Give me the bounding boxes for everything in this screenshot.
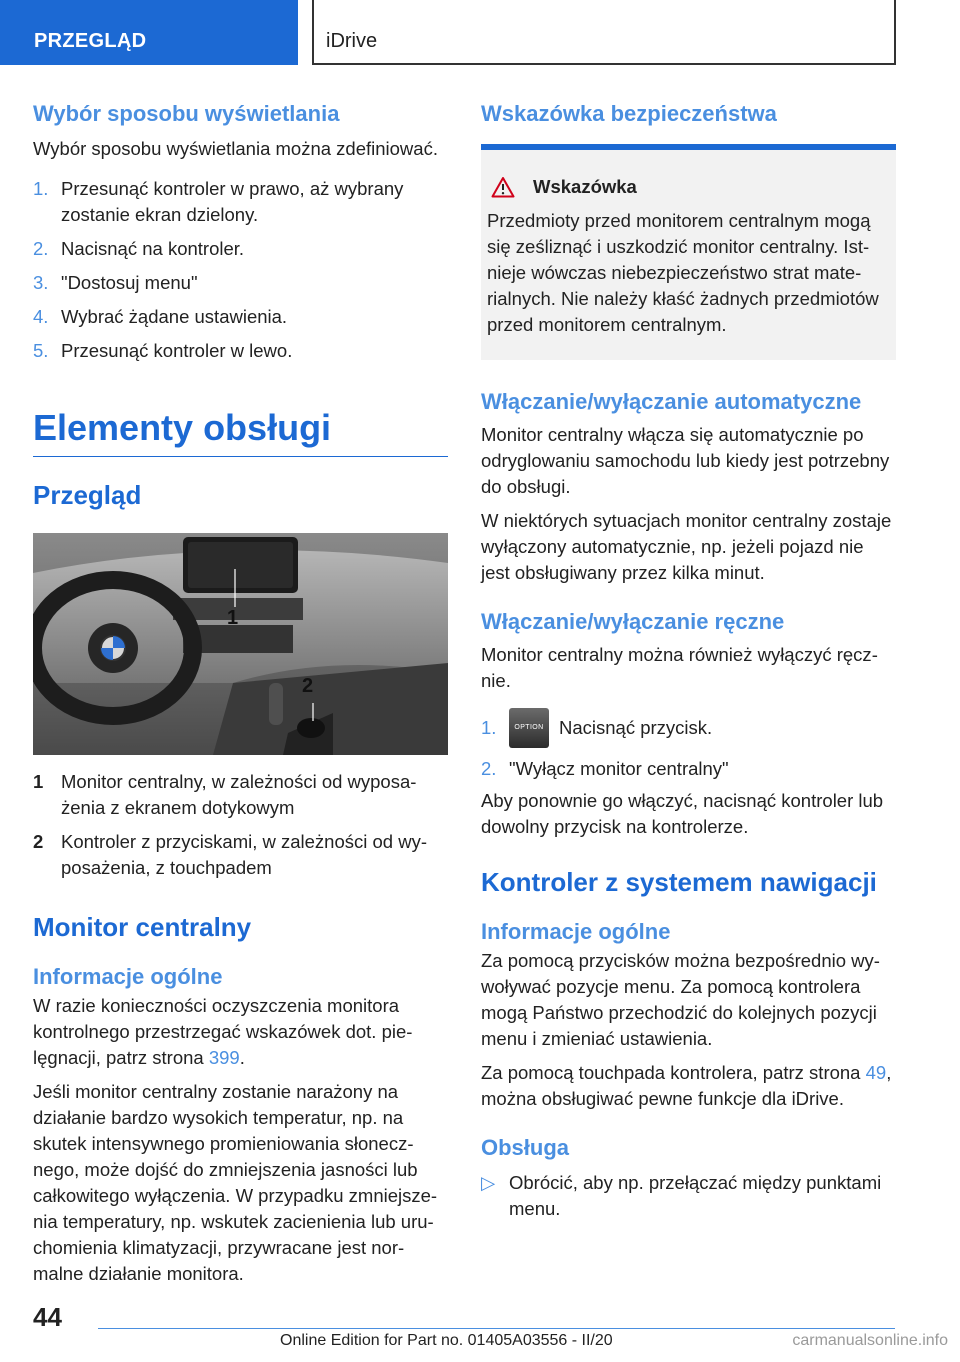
heading-controls: Elementy obsługi bbox=[33, 406, 448, 457]
left-column bbox=[33, 100, 448, 1287]
heading-overview: Przegląd bbox=[33, 480, 142, 510]
controller-text-2: Za pomocą touchpada kontrolera, patrz strona 49, można obsługiwać pewne funkcje dla iDrive. bbox=[481, 1062, 892, 1109]
heat-text: Jeśli monitor centralny zostanie narażony na działanie bardzo wysokich temperatur, np. na skutek intensywnego promieniowania słonecznego, może dojść do zmniejszenia jasności lub całkowitego wyłączenia. W przypadku zmniejszenia temperatury, np. wskutek zacienienia lub uruchomienia klimatyzacji, przywracane jest normalne działanie monitora. bbox=[33, 1081, 438, 1284]
cockpit-illustration bbox=[33, 533, 448, 755]
list-item: 1. OPTION Nacisnąć przycisk. bbox=[481, 708, 896, 748]
footer-edition: Online Edition for Part no. 01405A03556 - II/20 bbox=[280, 1332, 613, 1349]
heading-operation: Obsługa bbox=[481, 1135, 570, 1160]
section-tab[interactable]: PRZEGLĄD bbox=[0, 0, 298, 65]
heading-display-mode: Wybór sposobu wyświetlania bbox=[33, 101, 340, 126]
legend-item: 2 Kontroler z przyciskami, w zależności od wyposażenia, z touchpadem bbox=[33, 831, 428, 878]
list-item: 4. Wybrać żądane ustawienia. bbox=[33, 306, 288, 327]
manual-text: Monitor centralny można również wyłączyć ręcznie. bbox=[481, 644, 878, 691]
operation-list bbox=[481, 1170, 896, 1222]
photo-legend bbox=[33, 769, 448, 881]
display-steps bbox=[33, 176, 448, 364]
photo-label-1: 1 bbox=[227, 607, 239, 629]
auto-text-2: W niektórych sytuacjach monitor centralny zostaje wyłączony automatycznie, np. jeżeli pojazd nie jest obsługiwany przez kilka minut. bbox=[481, 510, 892, 583]
list-item: 5. Przesunąć kontroler w lewo. bbox=[33, 340, 293, 361]
list-item: 2. "Wyłącz monitor centralny" bbox=[481, 758, 729, 779]
list-item: ▷ Obrócić, aby np. przełączać między punktami menu. bbox=[481, 1170, 896, 1222]
warning-triangle-icon bbox=[491, 176, 515, 198]
cockpit-photo bbox=[33, 533, 448, 755]
list-item: 3. "Dostosuj menu" bbox=[33, 272, 198, 293]
auto-text-1: Monitor centralny włącza się automatycznie po odryglowaniu samochodu lub kiedy jest potrzebny do obsługi. bbox=[481, 424, 890, 497]
heading-central-monitor: Monitor centralny bbox=[33, 912, 252, 942]
list-item: 1. Przesunąć kontroler w prawo, aż wybrany zostanie ekran dzielony. bbox=[33, 178, 404, 225]
display-mode-text: Wybór sposobu wyświetlania można zdefiniować. bbox=[33, 138, 438, 159]
heading-safety: Wskazówka bezpieczeństwa bbox=[481, 101, 777, 126]
page-link-49[interactable]: 49 bbox=[865, 1062, 887, 1083]
list-item: 2. Nacisnąć na kontroler. bbox=[33, 238, 245, 259]
manual-steps bbox=[481, 708, 896, 782]
manual-on-text: Aby ponownie go włączyć, nacisnąć kontroler lub dowolny przycisk na kontrolerze. bbox=[481, 790, 884, 837]
footer-divider bbox=[98, 1328, 895, 1329]
watermark: carmanualsonline.info bbox=[792, 1332, 948, 1349]
option-button-icon[interactable]: OPTION bbox=[509, 708, 549, 748]
legend-item: 1 Monitor centralny, w zależności od wyposażenia z ekranem dotykowym bbox=[33, 771, 417, 818]
heading-controller: Kontroler z systemem nawigacji bbox=[481, 867, 877, 897]
page-link-399[interactable]: 399 bbox=[208, 1047, 240, 1068]
heading-manual-onoff: Włączanie/wyłączanie ręczne bbox=[481, 609, 785, 634]
heading-general-info-2: Informacje ogólne bbox=[481, 919, 671, 944]
controller-text-1: Za pomocą przycisków można bezpośrednio wywoływać pozycje menu. Za pomocą kontrolera mogą Państwo przechodzić do kolejnych pozycji menu i zmieniać ustawienia. bbox=[481, 950, 880, 1049]
triangle-bullet-icon: ▷ bbox=[481, 1172, 496, 1193]
warning-text: Przedmioty przed monitorem centralnym mogą się ześliznąć i uszkodzić monitor centralny. Istnieje wówczas niebezpieczeństwo strat materialnych. Nie należy kłaść żadnych przedmiotów przed monitorem centralnym. bbox=[487, 210, 879, 335]
warning-title: Wskazówka bbox=[487, 176, 890, 198]
right-column bbox=[481, 100, 896, 1230]
page-number: 44 bbox=[33, 1302, 62, 1332]
heading-auto-onoff: Włączanie/wyłączanie automatyczne bbox=[481, 389, 862, 414]
warning-box bbox=[481, 144, 896, 360]
chapter-title: iDrive bbox=[312, 0, 896, 65]
care-text: W razie konieczności oczyszczenia monitora kontrolnego przestrzegać wskazówek dot. pielęgnacji, patrz strona 399. bbox=[33, 995, 413, 1068]
photo-label-2: 2 bbox=[302, 675, 314, 697]
heading-general-info: Informacje ogólne bbox=[33, 964, 223, 989]
